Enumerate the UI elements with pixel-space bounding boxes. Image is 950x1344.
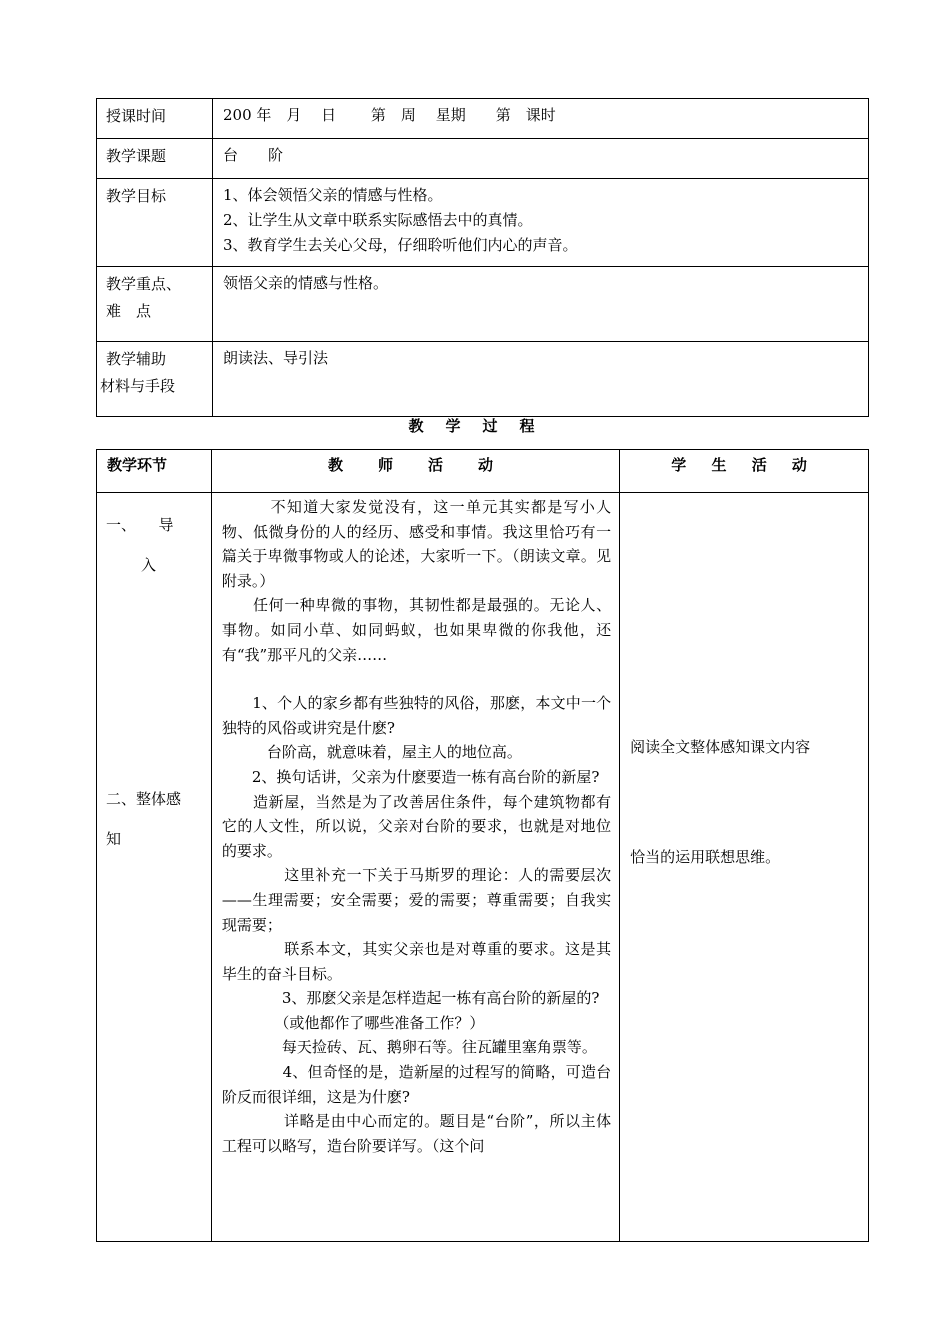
- teacher-paragraph: 1、个人的家乡都有些独特的风俗，那麽，本文中一个独特的风俗或讲究是什麽?: [221, 694, 612, 737]
- key-points-label-line1: 教学重点、: [106, 275, 182, 293]
- paragraph-gap: [222, 667, 611, 691]
- goal-item: 1、体会领悟父亲的情感与性格。: [223, 186, 443, 204]
- row-key-points: [97, 267, 869, 342]
- header-student-activity: 学 生 活 动: [620, 450, 869, 493]
- row-teaching-aids: [97, 342, 869, 417]
- student-activity-cell: [620, 493, 869, 1242]
- class-time-value: 200 年 月 日 第 周 星期 第 课时: [213, 99, 869, 139]
- student-activity-2: 恰当的运用联想思维。: [630, 848, 781, 866]
- teaching-aids-label-line2: 材料与手段: [100, 377, 176, 395]
- teaching-process-table: [96, 449, 869, 1242]
- stage-overview-line1: 二、整体感: [106, 790, 182, 808]
- lesson-topic-value: 台 阶: [213, 139, 869, 179]
- header-teacher-activity: 教 师 活 动: [211, 450, 619, 493]
- row-class-time: [97, 99, 869, 139]
- teacher-activity-cell: [211, 493, 619, 1242]
- teacher-paragraph: 这里补充一下关于马斯罗的理论：人的需要层次——生理需要；安全需要；爱的需要；尊重需要；自我实现需要；: [221, 866, 612, 934]
- stage-intro-line1: 一、 导: [106, 516, 174, 534]
- teacher-paragraph: 3、那麽父亲是怎样造起一栋有高台阶的新屋的?: [221, 989, 600, 1008]
- teaching-aids-label: [97, 342, 213, 417]
- stage-intro-line2: 入: [141, 556, 157, 574]
- teacher-paragraph: 详略是由中心而定的。题目是“台阶”，所以主体工程可以略写，造台阶要详写。（这个问: [221, 1112, 612, 1155]
- key-points-label-line2: 难 点: [106, 302, 152, 320]
- teacher-paragraph: 联系本文，其实父亲也是对尊重的要求。这是其毕生的奋斗目标。: [221, 940, 612, 983]
- lesson-info-table: [96, 98, 869, 417]
- teacher-paragraph: 任何一种卑微的事物，其韧性都是最强的。无论人、事物。如同小草、如同蚂蚁，也如果卑微的你我他，还有“我”那平凡的父亲……: [221, 596, 612, 664]
- class-time-label: 授课时间: [97, 99, 213, 139]
- student-activity-1: 阅读全文整体感知课文内容: [630, 738, 811, 756]
- teacher-paragraph: 每天捡砖、瓦、鹅卵石等。往瓦罐里塞角票等。: [221, 1038, 597, 1057]
- teaching-goals-label: 教学目标: [97, 179, 213, 267]
- teacher-paragraph: 造新屋，当然是为了改善居住条件，每个建筑物都有它的人文性，所以说，父亲对台阶的要求，也就是对地位的要求。: [221, 792, 612, 860]
- teacher-paragraph: （或他都作了哪些准备工作？）: [221, 1013, 485, 1032]
- process-header-row: [97, 450, 869, 493]
- lesson-topic-label: 教学课题: [97, 139, 213, 179]
- process-body-row: [97, 493, 869, 1242]
- row-lesson-topic: [97, 139, 869, 179]
- key-points-label: [97, 267, 213, 342]
- teaching-goals-list: [213, 179, 869, 267]
- teaching-aids-label-line1: 教学辅助: [106, 350, 167, 368]
- teacher-paragraph: 不知道大家发觉没有，这一单元其实都是写小人物、低微身份的人的经历、感受和事情。我这里恰巧有一篇关于卑微事物或人的论述，大家听一下。（朗读文章。见附录。）: [221, 498, 612, 590]
- teaching-aids-value: 朗读法、导引法: [213, 342, 869, 417]
- teacher-paragraph: 台阶高，就意味着，屋主人的地位高。: [221, 743, 522, 762]
- stage-cell: [97, 493, 212, 1242]
- goal-item: 2、让学生从文章中联系实际感悟去中的真情。: [223, 211, 533, 229]
- process-title: 教学过程: [408, 417, 557, 435]
- goal-item: 3、教育学生去关心父母，仔细聆听他们内心的声音。: [223, 236, 578, 254]
- key-points-value: 领悟父亲的情感与性格。: [213, 267, 869, 342]
- teacher-paragraph: 2、换句话讲，父亲为什麽要造一栋有高台阶的新屋?: [221, 767, 600, 786]
- header-stage: 教学环节: [97, 450, 212, 493]
- stage-overview-line2: 知: [106, 830, 122, 848]
- row-teaching-goals: [97, 179, 869, 267]
- teacher-paragraph: 4、但奇怪的是，造新屋的过程写的简略，可造台阶反而很详细，这是为什麽?: [221, 1063, 612, 1106]
